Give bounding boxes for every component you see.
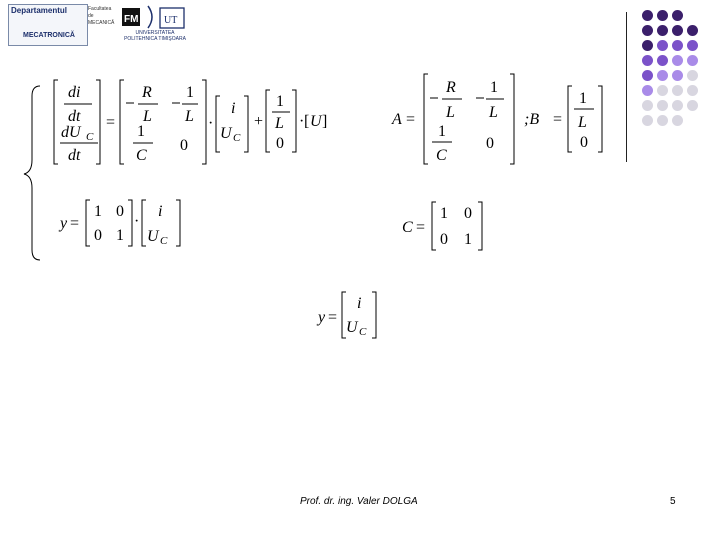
svg-text:U: U [147,228,159,245]
svg-text:1: 1 [116,227,124,244]
sym-dt-2: dt [68,147,81,164]
svg-text:0: 0 [94,227,102,244]
sym-c: C [136,147,147,164]
sym-l-4: L [446,104,455,121]
sym-l: L [143,108,152,125]
svg-text:0: 0 [116,203,124,220]
svg-text:]: ] [322,113,328,130]
svg-text:U: U [346,319,358,336]
sym-u-2: U [310,113,322,130]
svg-text:C: C [160,235,168,247]
faculty-label: Facultatea de MECANICĂ [88,6,115,26]
page-number: 5 [670,496,676,507]
sym-b: ;B [524,111,540,128]
svg-text:=: = [416,219,426,236]
svg-text:UT: UT [164,15,178,26]
svg-text:i: i [357,295,362,312]
sym-dt: dt [68,108,81,125]
svg-text:1: 1 [464,231,472,248]
sym-one-3: 1 [276,93,284,110]
sym-u: U [220,125,232,142]
bracket-left-dx [54,80,58,164]
sym-one-4: 1 [490,79,498,96]
svg-text:0: 0 [464,205,472,222]
department-subtitle: MECATRONICĂ [23,32,75,39]
system-brace [24,86,40,260]
sym-eq: = [106,114,116,131]
bracket-left-b [266,90,270,152]
bracket-left-bdef [568,86,572,152]
bracket-left-c [86,200,90,246]
sym-zero-3: 0 [486,135,494,152]
sym-c-sub: C [233,132,241,144]
sym-y-2: y [318,309,326,326]
sym-duc: dU [61,124,81,141]
sym-eq-3: = [553,111,563,128]
svg-text:1: 1 [440,205,448,222]
sym-uc-sub: C [86,131,94,143]
sym-plus: + [254,113,264,130]
department-title: Departamentul [11,6,68,15]
sym-r-2: R [446,79,456,96]
svg-text:·: · [134,213,140,230]
sym-one-2: 1 [137,123,145,140]
bracket-left-a [120,80,124,164]
sym-i: i [231,100,236,117]
sym-one-6: 1 [579,90,587,107]
sym-one: 1 [186,84,194,101]
sym-one-5: 1 [438,123,446,140]
university-label: UNIVERSITATEA POLITEHNICA TIMIŞOARA [124,30,186,42]
sym-di: di [68,84,81,101]
svg-text:1: 1 [94,203,102,220]
sym-dot: · [208,115,214,132]
sym-l-6: L [578,114,587,131]
bracket-left-adef [424,74,428,164]
sym-l-3: L [275,115,284,132]
svg-text:i: i [158,203,163,220]
sym-l-5: L [489,104,498,121]
sym-dot-2: · [299,113,305,130]
sym-zero-4: 0 [580,134,588,151]
sym-eq-4: = [70,215,80,232]
sym-l-2: L [185,108,194,125]
sym-r: R [142,84,152,101]
sym-a: A [392,111,402,128]
svg-text:C: C [359,326,367,338]
footer-author: Prof. dr. ing. Valer DOLGA [300,496,418,507]
bracket-left-cdef [432,202,436,250]
sym-eq-2: = [406,111,416,128]
svg-text:0: 0 [440,231,448,248]
bracket-left-x [216,96,220,152]
sym-y: y [60,215,68,232]
sym-cmat: C [402,219,413,236]
sym-c-2: C [436,147,447,164]
sym-zero-2: 0 [276,135,284,152]
svg-text:=: = [328,309,338,326]
svg-text:FM: FM [124,14,139,25]
sym-zero: 0 [180,137,188,154]
svg-text:[: [ [304,113,310,130]
